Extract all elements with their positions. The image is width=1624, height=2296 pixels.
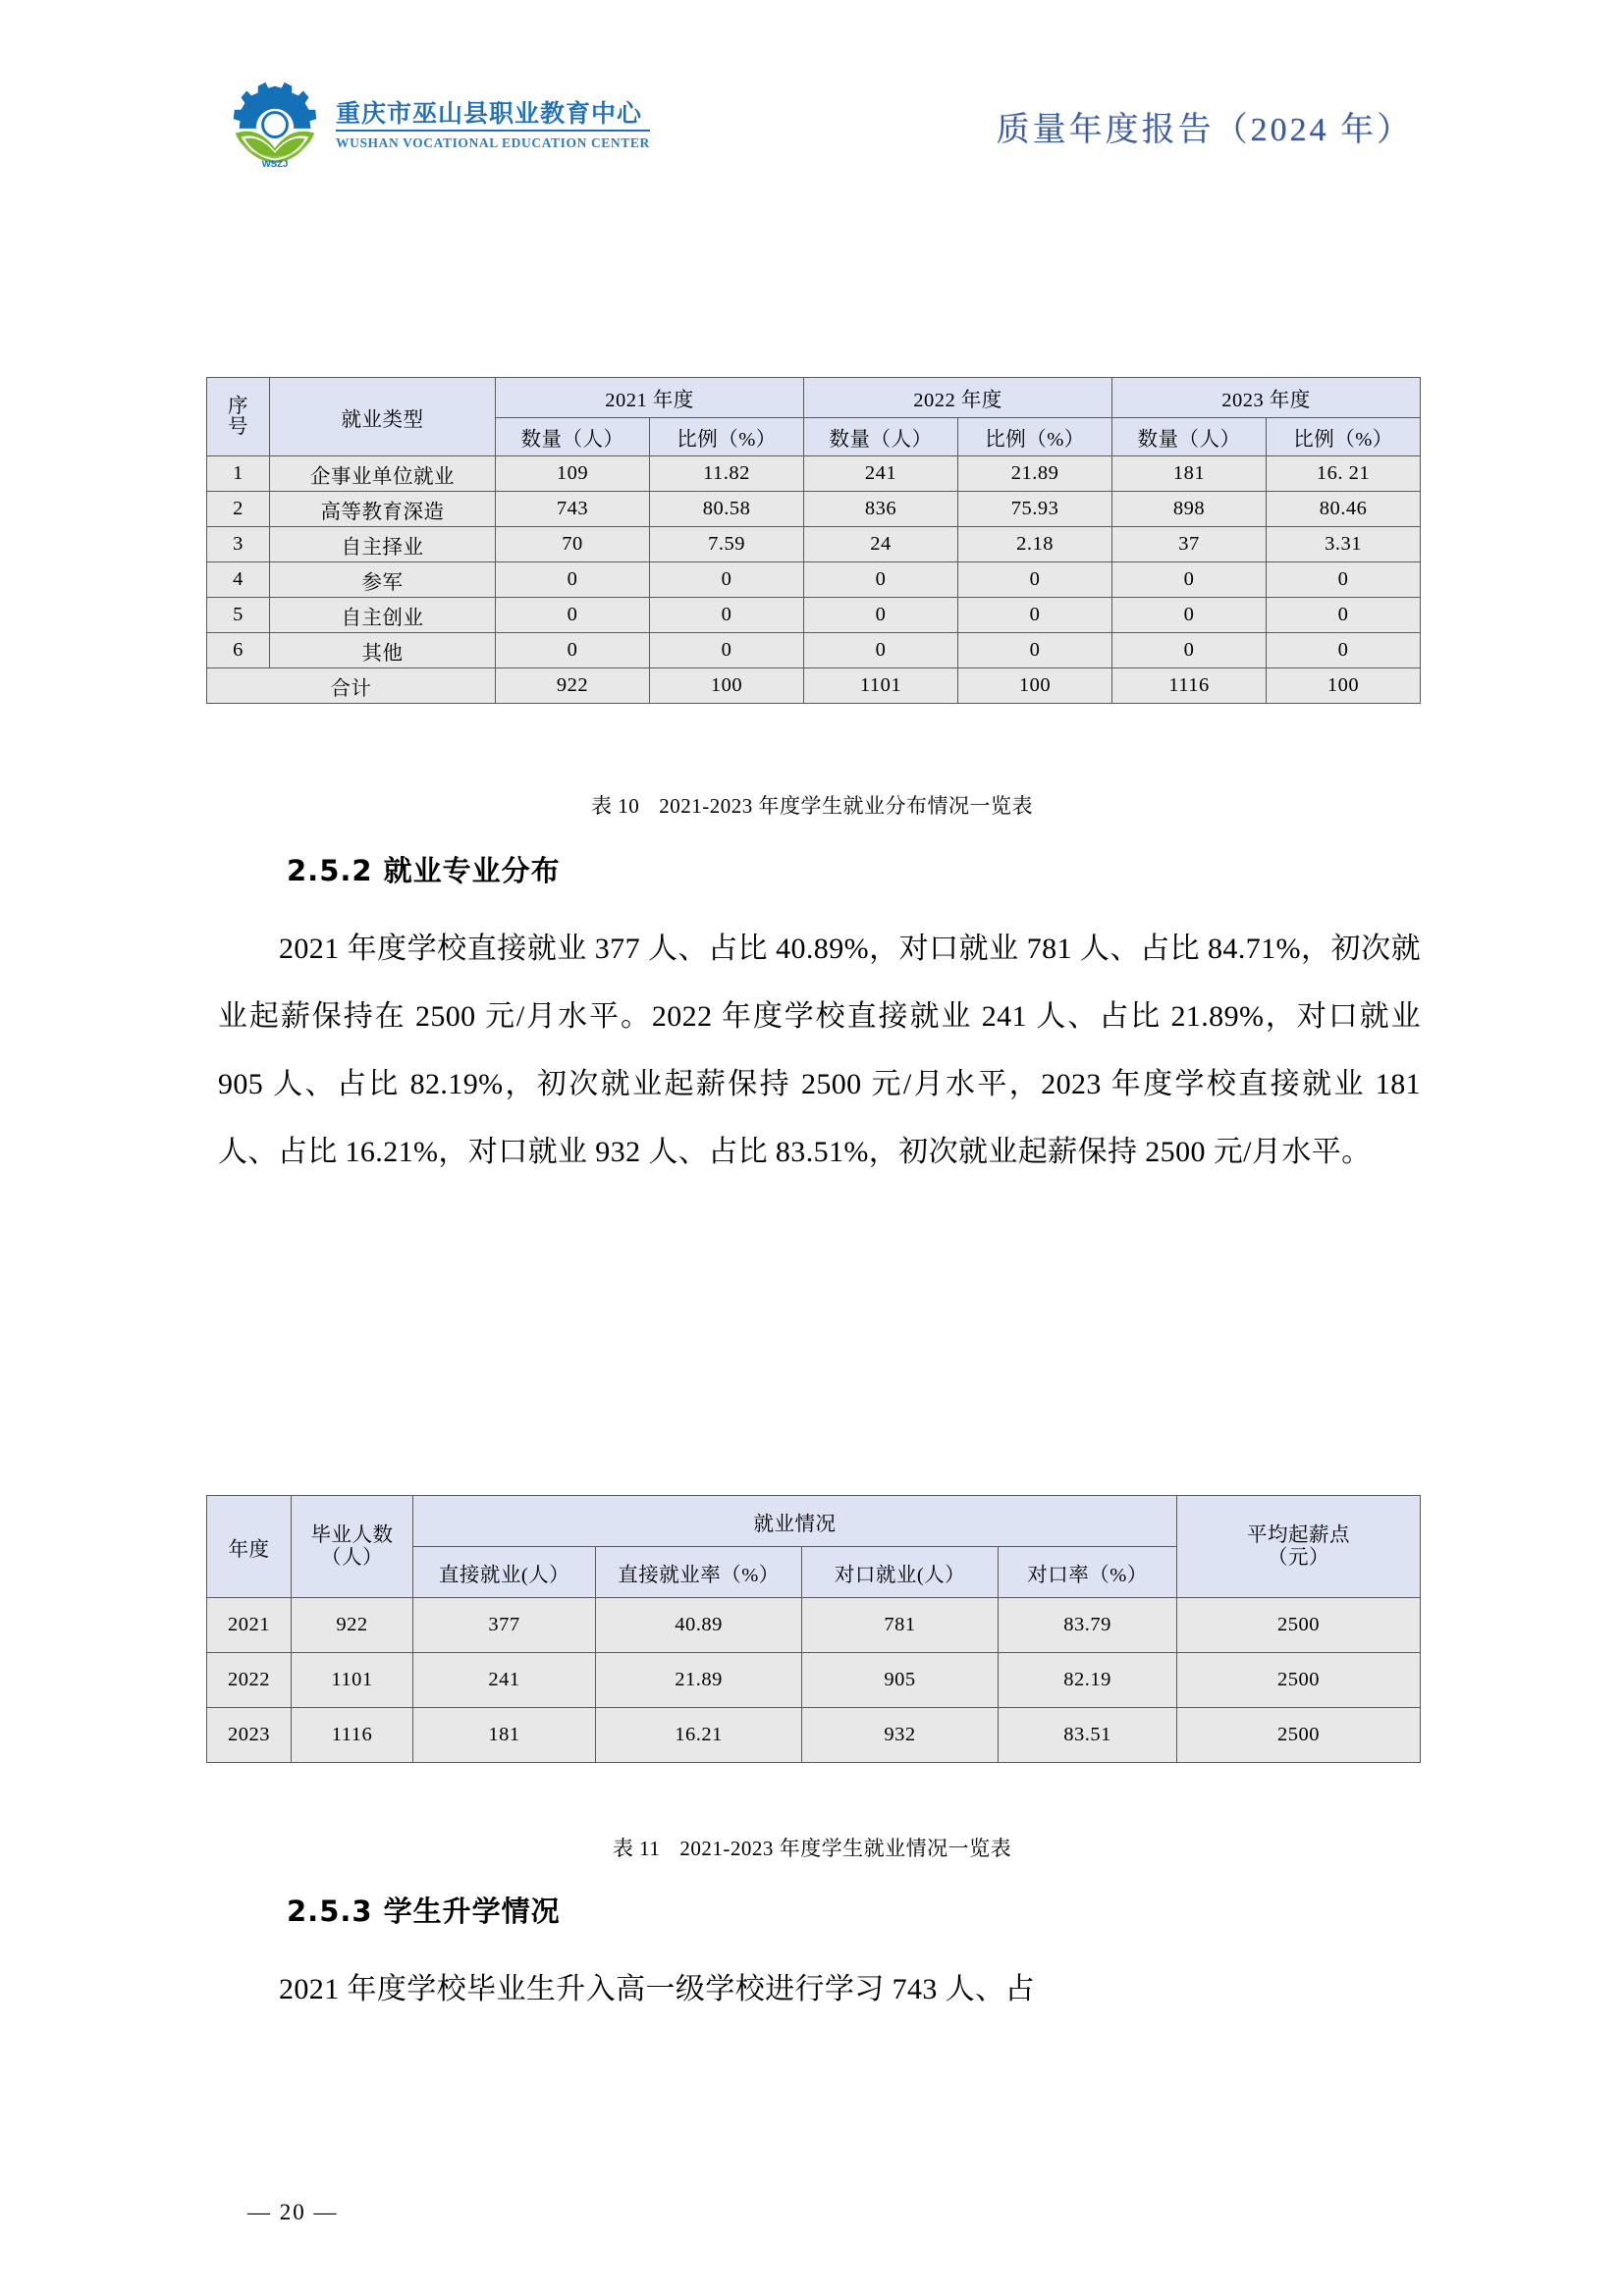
index-head-line2: 号 [228,415,248,438]
column-header-count-2023: 数量（人） [1112,418,1267,456]
column-header-2023: 2023 年度 [1112,378,1421,418]
cell-salary: 2500 [1177,1598,1421,1653]
cell-ratio-2022: 75.93 [958,492,1112,527]
cell-ratio-2023: 16. 21 [1267,456,1421,492]
cell-ratio-2021: 0 [650,598,804,633]
cell-ratio-2022: 2.18 [958,527,1112,562]
table-row [207,562,1421,598]
cell-direct: 377 [413,1598,596,1653]
svg-text:WSZJ: WSZJ [261,159,289,171]
caption-label: 表 11 [612,1837,661,1860]
column-header-matched-rate: 对口率（%） [999,1547,1177,1598]
school-name-en: WUSHAN VOCATIONAL EDUCATION CENTER [336,135,650,151]
employment-summary-table [206,1495,1421,1763]
page-number: — 20 — [247,2200,339,2224]
cell-graduates: 1101 [292,1653,413,1708]
caption-text: 2021-2023 年度学生就业分布情况一览表 [659,794,1033,818]
section-252-paragraph: 2021 年度学校直接就业 377 人、占比 40.89%，对口就业 781 人、占比 84.71%，初次就业起薪保持在 2500 元/月水平。2022 年度学校直接就业 241 人、占比 21.89%，对口就业 905 人、占比 82.19%，初次就业起薪保持 2500 元/月水平，2023 年度学校直接就业 181 人、占比 16.21%，对口就业 932 人、占比 83.51%，初次就业起薪保持 2500 元/月水平。 [218,933,1421,1168]
cell-matched-rate: 82.19 [999,1653,1177,1708]
cell-ratio-2022: 0 [958,562,1112,598]
cell-ratio-2021: 80.58 [650,492,804,527]
table-row [207,1708,1421,1763]
table-row [207,1653,1421,1708]
cell-salary: 2500 [1177,1653,1421,1708]
cell-count-2021: 70 [496,527,650,562]
cell-ratio-2023: 80.46 [1267,492,1421,527]
cell-direct: 181 [413,1708,596,1763]
column-header-type: 就业类型 [270,378,496,456]
cell-ratio-2023: 0 [1267,633,1421,668]
cell-count-2023: 0 [1112,633,1267,668]
table-body [207,1598,1421,1763]
cell-total-ratio-2022: 100 [958,668,1112,704]
column-header-direct-rate: 直接就业率（%） [596,1547,802,1598]
report-title: 质量年度报告（2024 年） [996,111,1413,148]
cell-matched-rate: 83.79 [999,1598,1177,1653]
cell-salary: 2500 [1177,1708,1421,1763]
cell-count-2022: 241 [804,456,958,492]
table-body [207,456,1421,704]
page-header [228,77,1413,175]
cell-graduates: 922 [292,1598,413,1653]
cell-ratio-2022: 0 [958,633,1112,668]
column-header-index [207,378,270,456]
cell-year: 2022 [207,1653,292,1708]
column-header-count-2022: 数量（人） [804,418,958,456]
table-10-caption [0,790,1624,820]
table-header [207,1496,1421,1598]
column-header-salary [1177,1496,1421,1598]
table-row [207,492,1421,527]
column-header-year: 年度 [207,1496,292,1598]
cell-count-2022: 0 [804,598,958,633]
cell-total-count-2023: 1116 [1112,668,1267,704]
cell-matched: 932 [802,1708,999,1763]
cell-count-2023: 898 [1112,492,1267,527]
school-name-block [336,101,650,150]
cell-type: 企事业单位就业 [270,456,496,492]
cell-ratio-2023: 0 [1267,598,1421,633]
index-head-line1: 序 [228,395,248,417]
cell-matched: 781 [802,1598,999,1653]
cell-count-2021: 0 [496,562,650,598]
cell-total-ratio-2021: 100 [650,668,804,704]
cell-type: 自主创业 [270,598,496,633]
table-row [207,456,1421,492]
cell-type: 其他 [270,633,496,668]
table-11-caption [0,1833,1624,1862]
cell-direct-rate: 40.89 [596,1598,802,1653]
caption-text: 2021-2023 年度学生就业情况一览表 [679,1837,1012,1860]
cell-matched-rate: 83.51 [999,1708,1177,1763]
cell-count-2023: 37 [1112,527,1267,562]
cell-count-2022: 24 [804,527,958,562]
cell-direct-rate: 21.89 [596,1653,802,1708]
table-row [207,1598,1421,1653]
cell-index: 3 [207,527,270,562]
cell-graduates: 1116 [292,1708,413,1763]
section-heading-252: 2.5.2 就业专业分布 [287,854,561,887]
cell-year: 2021 [207,1598,292,1653]
section-253-paragraph: 2021 年度学校毕业生升入高一级学校进行学习 743 人、占 [279,1973,1035,2005]
table-row [207,598,1421,633]
caption-label: 表 10 [591,794,640,818]
cell-ratio-2022: 21.89 [958,456,1112,492]
column-header-ratio-2023: 比例（%） [1267,418,1421,456]
column-header-direct: 直接就业(人） [413,1547,596,1598]
column-header-graduates [292,1496,413,1598]
table-row [207,633,1421,668]
cell-total-count-2021: 922 [496,668,650,704]
school-logo [228,80,650,171]
cell-count-2021: 0 [496,633,650,668]
cell-ratio-2023: 3.31 [1267,527,1421,562]
table-header [207,378,1421,456]
cell-ratio-2023: 0 [1267,562,1421,598]
section-heading-253: 2.5.3 学生升学情况 [287,1895,561,1928]
cell-type: 高等教育深造 [270,492,496,527]
column-header-matched: 对口就业(人） [802,1547,999,1598]
cell-count-2021: 743 [496,492,650,527]
cell-count-2022: 0 [804,633,958,668]
cell-total-label: 合计 [207,668,496,704]
cell-ratio-2021: 0 [650,562,804,598]
cell-type: 参军 [270,562,496,598]
cell-year: 2023 [207,1708,292,1763]
gear-book-logo-icon [228,80,322,171]
cell-total-ratio-2023: 100 [1267,668,1421,704]
cell-index: 6 [207,633,270,668]
cell-count-2021: 0 [496,598,650,633]
column-header-employment-group: 就业情况 [413,1496,1177,1547]
cell-matched: 905 [802,1653,999,1708]
school-name-cn: 重庆市巫山县职业教育中心 [336,101,650,132]
graduates-head-line1: 毕业人数 [310,1523,394,1546]
cell-count-2022: 836 [804,492,958,527]
table-row [207,527,1421,562]
cell-ratio-2021: 0 [650,633,804,668]
column-header-2022: 2022 年度 [804,378,1112,418]
cell-index: 1 [207,456,270,492]
cell-count-2023: 0 [1112,598,1267,633]
cell-type: 自主择业 [270,527,496,562]
cell-index: 5 [207,598,270,633]
cell-count-2021: 109 [496,456,650,492]
salary-head-line1: 平均起薪点 [1247,1523,1350,1546]
column-header-ratio-2022: 比例（%） [958,418,1112,456]
cell-ratio-2021: 7.59 [650,527,804,562]
cell-direct-rate: 16.21 [596,1708,802,1763]
column-header-ratio-2021: 比例（%） [650,418,804,456]
cell-ratio-2021: 11.82 [650,456,804,492]
cell-index: 2 [207,492,270,527]
cell-ratio-2022: 0 [958,598,1112,633]
cell-direct: 241 [413,1653,596,1708]
table-total-row [207,668,1421,704]
cell-count-2023: 0 [1112,562,1267,598]
cell-total-count-2022: 1101 [804,668,958,704]
graduates-head-line2: （人） [321,1546,383,1569]
salary-head-line2: （元） [1268,1546,1329,1569]
cell-count-2022: 0 [804,562,958,598]
column-header-2021: 2021 年度 [496,378,804,418]
cell-index: 4 [207,562,270,598]
cell-count-2023: 181 [1112,456,1267,492]
employment-distribution-table [206,377,1421,704]
column-header-count-2021: 数量（人） [496,418,650,456]
